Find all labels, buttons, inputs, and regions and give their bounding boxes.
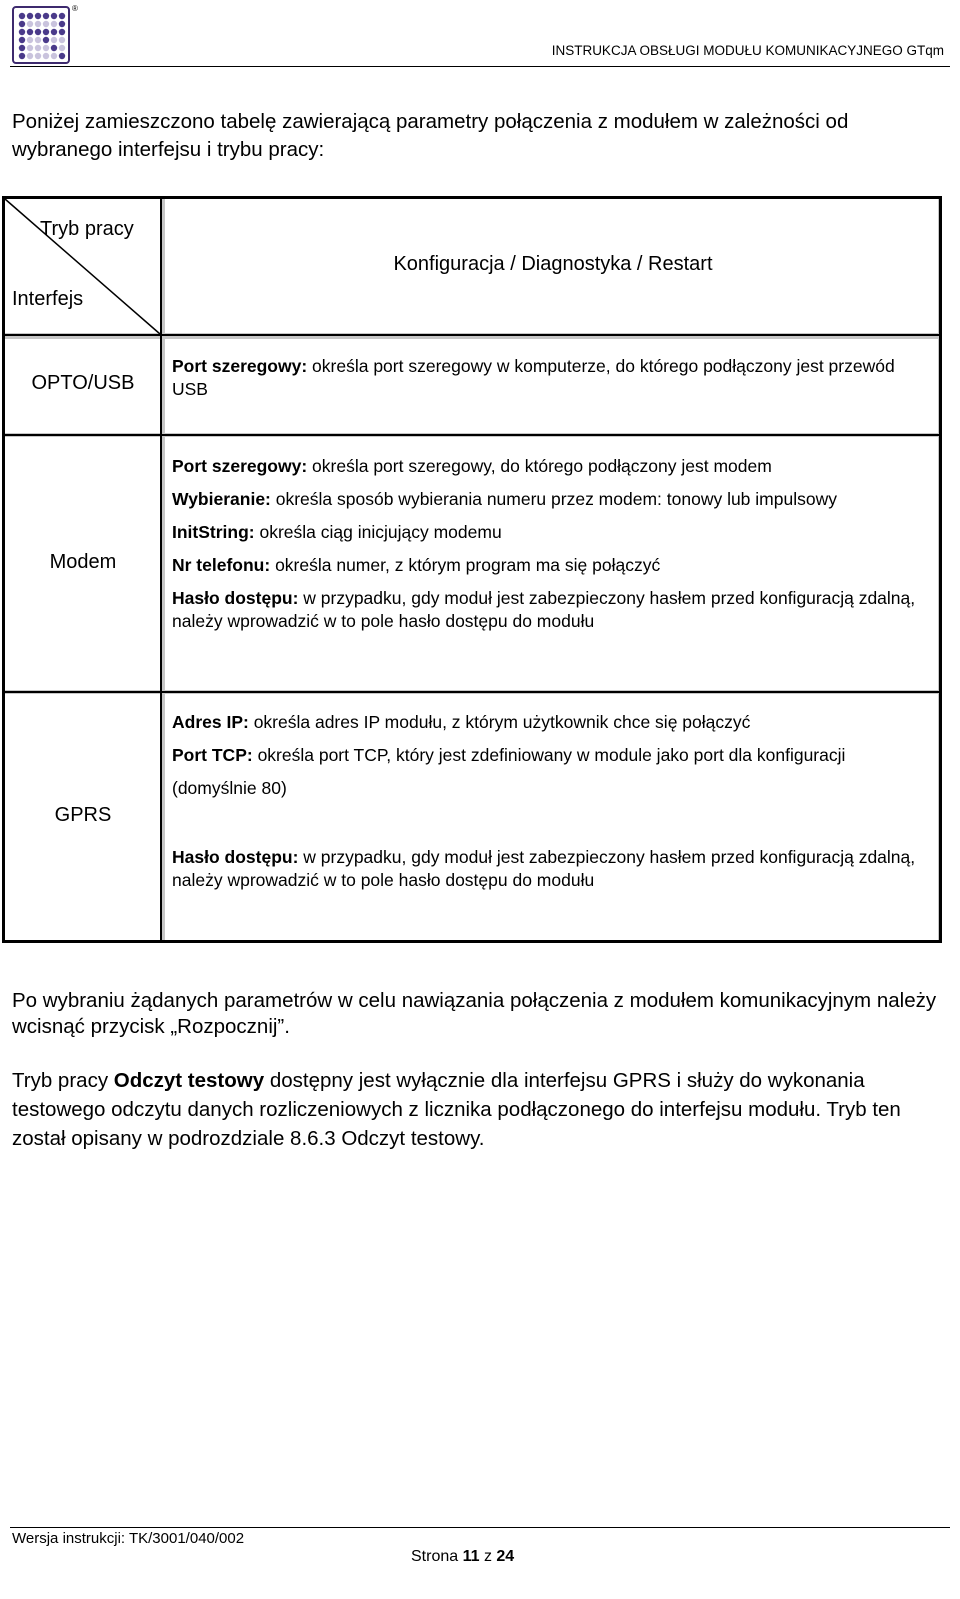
param-item bbox=[172, 711, 928, 734]
param-text: określa ciąg inicjujący modemu bbox=[254, 522, 502, 542]
header-divider bbox=[10, 66, 950, 67]
plum-logo-icon bbox=[12, 6, 70, 64]
param-item bbox=[172, 521, 928, 544]
header-title: INSTRUKCJA OBSŁUGI MODUŁU KOMUNIKACYJNEGO GTqm bbox=[551, 43, 944, 58]
param-item bbox=[172, 777, 928, 800]
footer-version: Wersja instrukcji: TK/3001/040/002 bbox=[12, 1530, 245, 1547]
page-total: 24 bbox=[496, 1548, 515, 1565]
text-span: Tryb pracy bbox=[12, 1069, 114, 1092]
param-text: określa sposób wybierania numeru przez modem: tonowy lub impulsowy bbox=[270, 489, 837, 509]
footer-divider bbox=[10, 1527, 950, 1528]
param-text: w przypadku, gdy moduł jest zabezpieczony hasłem przed konfiguracją zdalną, należy wprowadzić w to pole hasło dostępu do modułu bbox=[172, 847, 916, 890]
registered-mark: ® bbox=[72, 4, 78, 13]
row-params bbox=[172, 355, 928, 401]
param-name: Hasło dostępu: bbox=[172, 847, 299, 867]
param-text: określa numer, z którym program ma się połączyć bbox=[270, 555, 661, 575]
row-params bbox=[172, 455, 928, 633]
bold-span: Odczyt testowy bbox=[113, 1069, 265, 1092]
param-name: Adres IP: bbox=[172, 712, 249, 732]
param-item bbox=[172, 744, 928, 767]
param-name: InitString: bbox=[172, 522, 255, 542]
table-border bbox=[939, 196, 942, 943]
interface-label: OPTO/USB bbox=[31, 372, 135, 394]
row-params bbox=[172, 711, 928, 892]
outro-paragraph-test-mode bbox=[12, 1066, 942, 1153]
page-number bbox=[411, 1548, 514, 1566]
row-divider bbox=[2, 434, 942, 436]
param-name: Port szeregowy: bbox=[172, 356, 308, 376]
text-span: dostępny jest wyłącznie dla interfejsu GPRS i służy do wykonania testowego odczytu danych rozliczeniowych z licznika podłączonego do interfejsu modułu. Tryb ten został opisany w podrozdziale 8.6.3 Odczyt testowy. bbox=[12, 1069, 901, 1150]
param-item bbox=[172, 846, 928, 892]
outro-paragraph: Po wybraniu żądanych parametrów w celu nawiązania połączenia z modułem komunikacyjnym należy wcisnąć przycisk „Rozpocznij”. bbox=[12, 989, 937, 1038]
param-text: określa port szeregowy w komputerze, do którego podłączony jest przewód USB bbox=[172, 356, 895, 399]
param-name: Port szeregowy: bbox=[172, 456, 308, 476]
corner-label-mode: Tryb pracy bbox=[40, 218, 134, 240]
param-name: Nr telefonu: bbox=[172, 555, 271, 575]
param-text: określa port TCP, który jest zdefiniowany w module jako port dla konfiguracji bbox=[252, 745, 846, 765]
table-border bbox=[2, 940, 942, 943]
interface-label: GPRS bbox=[54, 804, 112, 826]
param-name: Port TCP: bbox=[172, 745, 253, 765]
interface-label: Modem bbox=[49, 551, 117, 573]
param-name: Hasło dostępu: bbox=[172, 588, 299, 608]
row-divider bbox=[2, 691, 942, 693]
param-item bbox=[172, 355, 928, 401]
corner-diagonal bbox=[2, 196, 164, 336]
param-item bbox=[172, 488, 928, 511]
param-text: w przypadku, gdy moduł jest zabezpieczony hasłem przed konfiguracją zdalną, należy wprowadzić w to pole hasło dostępu do modułu bbox=[172, 588, 916, 631]
page-sep: z bbox=[479, 1548, 497, 1565]
param-item bbox=[172, 455, 928, 478]
column-header: Konfiguracja / Diagnostyka / Restart bbox=[393, 253, 713, 275]
page-prefix: Strona bbox=[411, 1548, 463, 1565]
param-text: określa port szeregowy, do którego podłączony jest modem bbox=[307, 456, 772, 476]
param-item bbox=[172, 587, 928, 633]
corner-label-interface: Interfejs bbox=[12, 288, 84, 310]
intro-paragraph: Poniżej zamieszczono tabelę zawierającą parametry połączenia z modułem w zależności od wybranego interfejsu i trybu pracy: bbox=[12, 110, 849, 161]
param-text: (domyślnie 80) bbox=[172, 778, 287, 798]
page-current: 11 bbox=[462, 1548, 480, 1565]
parameters-table bbox=[2, 196, 942, 943]
param-item bbox=[172, 554, 928, 577]
param-text: określa adres IP modułu, z którym użytkownik chce się połączyć bbox=[248, 712, 751, 732]
param-name: Wybieranie: bbox=[172, 489, 271, 509]
